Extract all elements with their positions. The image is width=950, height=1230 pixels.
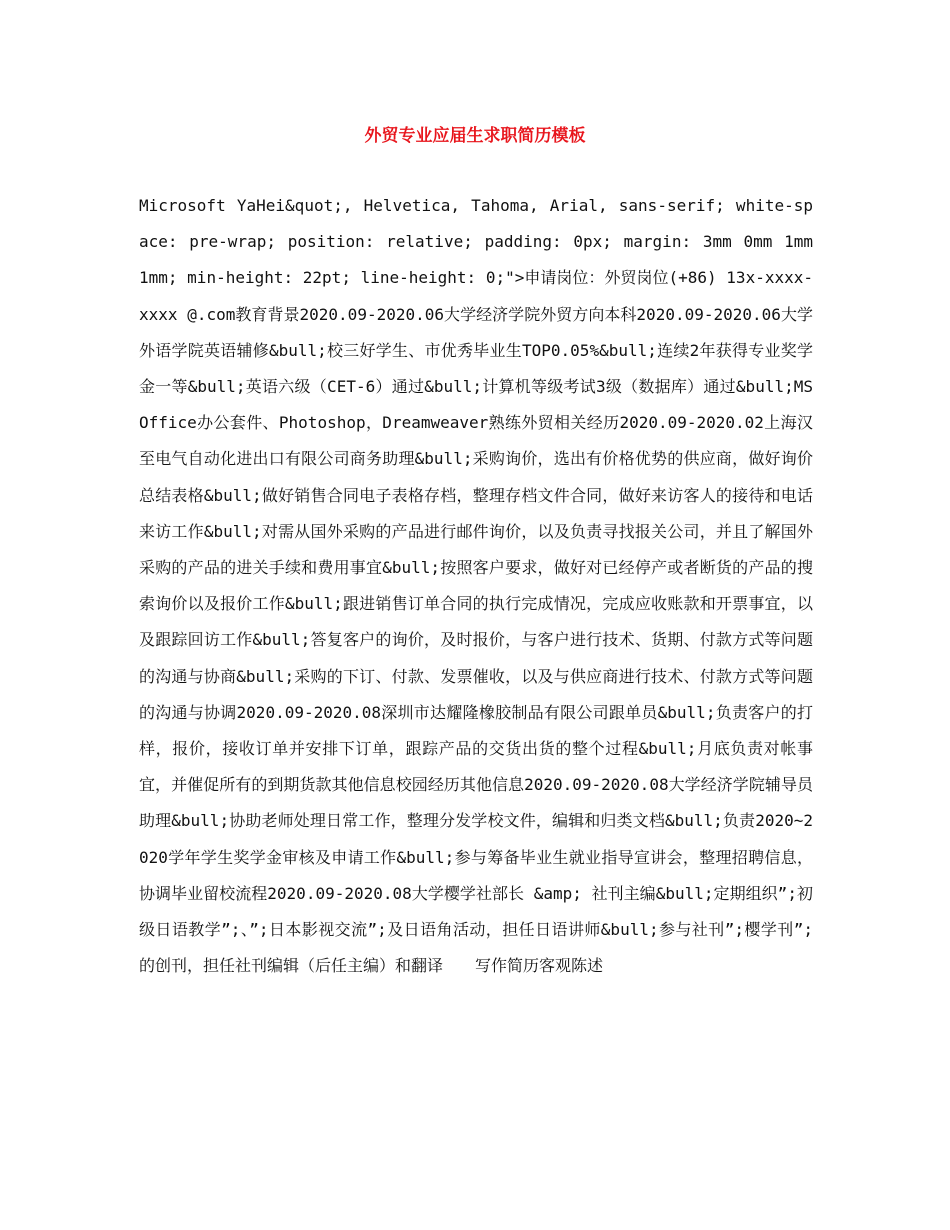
document-body-text: Microsoft YaHei&quot;, Helvetica, Tahoma, Arial, sans-serif; white-space: pre-wrap; position: relative; padding: 0px; margin: 3mm 0mm 1mm 1mm; min-height: 22pt; line-height: 0;">申请岗位：外贸岗位(+86) 13x-xxxx-xxxx @.com教育背景2020.09-2020.06大学经济学院外贸方向本科2020.09-2020.06大学外语学院英语辅修&bull;校三好学生、市优秀毕业生TOP0.05%&bull;连续2年获得专业奖学金一等&bull;英语六级（CET-6）通过&bull;计算机等级考试3级（数据库）通过&bull;MS Office办公套件、Photoshop，Dreamweaver熟练外贸相关经历2020.09-2020.02上海汉至电气自动化进出口有限公司商务助理&bull;采购询价，选出有价格优势的供应商，做好询价总结表格&bull;做好销售合同电子表格存档，整理存档文件合同，做好来访客人的接待和电话来访工作&bull;对需从国外采购的产品进行邮件询价，以及负责寻找报关公司，并且了解国外采购的产品的进关手续和费用事宜&bull;按照客户要求，做好对已经停产或者断货的产品的搜索询价以及报价工作&bull;跟进销售订单合同的执行完成情况，完成应收账款和开票事宜，以及跟踪回访工作&bull;答复客户的询价，及时报价，与客户进行技术、货期、付款方式等问题的沟通与协商&bull;采购的下订、付款、发票催收，以及与供应商进行技术、付款方式等问题的沟通与协调2020.09-2020.08深圳市达耀隆橡胶制品有限公司跟单员&bull;负责客户的打样，报价，接收订单并安排下订单，跟踪产品的交货出货的整个过程&bull;月底负责对帐事宜，并催促所有的到期货款其他信息校园经历其他信息2020.09-2020.08大学经济学院辅导员助理&bull;协助老师处理日常工作，整理分发学校文件，编辑和归类文档&bull;负责2020~2020学年学生奖学金审核及申请工作&bull;参与筹备毕业生就业指导宣讲会，整理招聘信息，协调毕业留校流程2020.09-2020.08大学樱学社部长 &amp; 社刊主编&bull;定期组织”;初级日语教学”;、”;日本影视交流”;及日语角活动，担任日语讲师&bull;参与社刊”;樱学刊”;的创刊，担任社刊编辑（后任主编）和翻译 写作简历客观陈述 <box>139 196 813 976</box>
document-title: 外贸专业应届生求职简历模板 <box>364 126 586 146</box>
